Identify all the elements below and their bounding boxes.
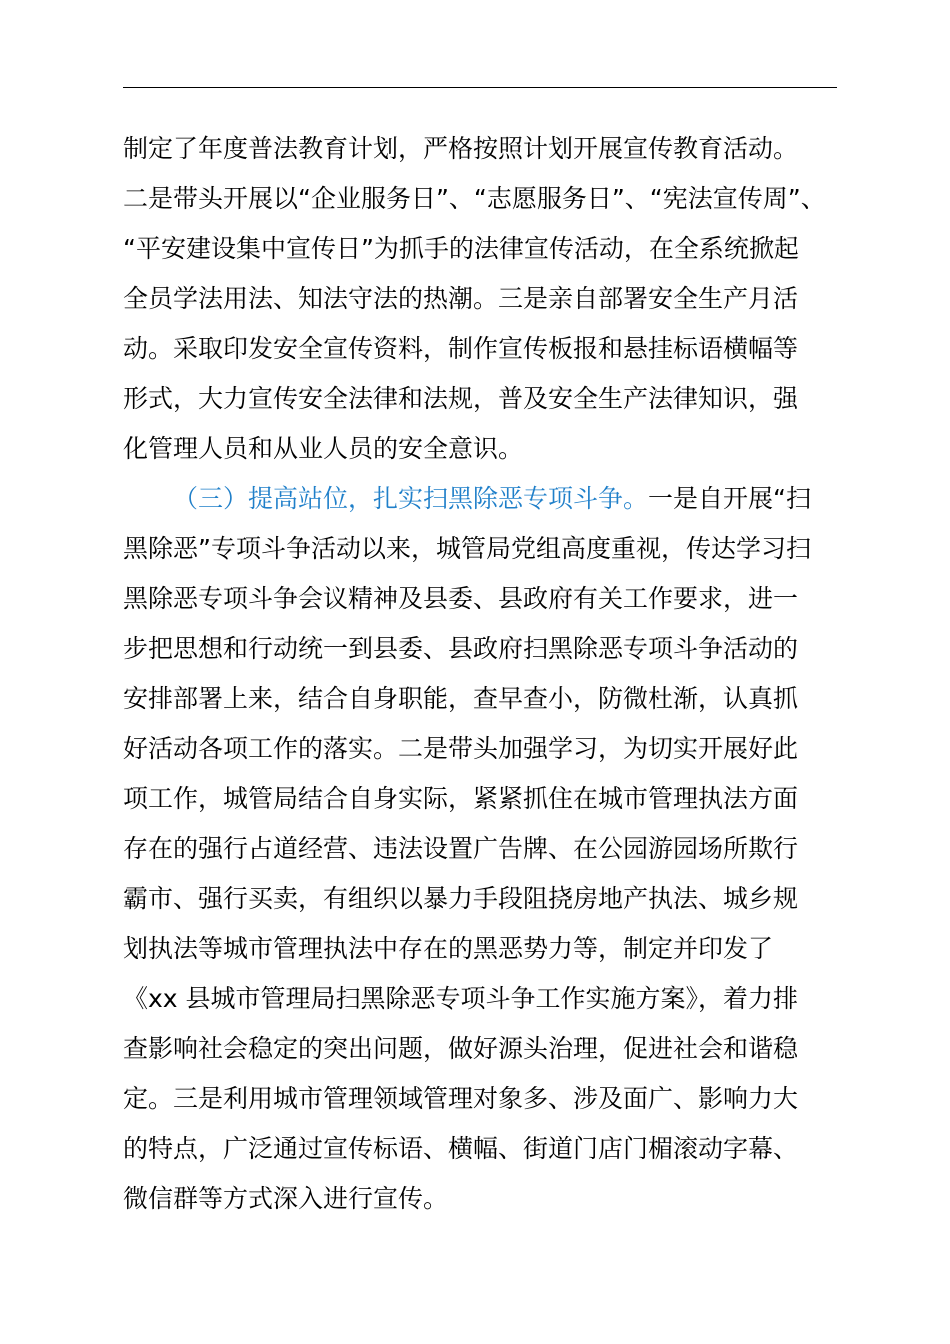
paragraph-2	[123, 474, 837, 1224]
paragraph-1	[123, 124, 837, 474]
text-line: 制定了年度普法教育计划，严格按照计划开展宣传教育活动。	[123, 134, 799, 163]
text-line: 项工作，城管局结合自身实际，紧紧抓住在城市管理执法方面	[123, 784, 799, 813]
text-line: 划执法等城市管理执法中存在的黑恶势力等，制定并印发了	[123, 934, 774, 963]
text-line: 二是带头开展以“企业服务日”、“志愿服务日”、“宪法宣传周”、	[123, 184, 826, 213]
text-line: 步把思想和行动统一到县委、县政府扫黑除恶专项斗争活动的	[123, 634, 799, 663]
text-line: 的特点，广泛通过宣传标语、横幅、街道门店门楣滚动字幕、	[123, 1134, 799, 1163]
text-line: 形式，大力宣传安全法律和法规，普及安全生产法律知识，强	[123, 384, 799, 413]
text-line: 霸市、强行买卖，有组织以暴力手段阻挠房地产执法、城乡规	[123, 884, 799, 913]
text-segment: 一是自开展“扫	[648, 484, 811, 513]
text-line: 存在的强行占道经营、违法设置广告牌、在公园游园场所欺行	[123, 834, 799, 863]
paragraph-first-line	[123, 474, 837, 524]
text-line: 查影响社会稳定的突出问题，做好源头治理，促进社会和谐稳	[123, 1034, 799, 1063]
text-line: 《xx 县城市管理局扫黑除恶专项斗争工作实施方案》，着力排	[123, 984, 799, 1013]
section-heading: （三）提高站位，扎实扫黑除恶专项斗争。	[173, 484, 649, 513]
text-line: 黑除恶”专项斗争活动以来，城管局党组高度重视，传达学习扫	[123, 534, 811, 563]
text-line: 化管理人员和从业人员的安全意识。	[123, 434, 524, 463]
text-line: 动。采取印发安全宣传资料，制作宣传板报和悬挂标语横幅等	[123, 334, 799, 363]
text-line: 好活动各项工作的落实。二是带头加强学习，为切实开展好此	[123, 734, 799, 763]
text-line: 定。三是利用城市管理领域管理对象多、涉及面广、影响力大	[123, 1084, 799, 1113]
header-rule	[123, 87, 837, 88]
text-line: 黑除恶专项斗争会议精神及县委、县政府有关工作要求，进一	[123, 584, 799, 613]
text-line: 安排部署上来，结合自身职能，查早查小，防微杜渐，认真抓	[123, 684, 799, 713]
document-body	[123, 124, 837, 1224]
text-line: 全员学法用法、知法守法的热潮。三是亲自部署安全生产月活	[123, 284, 799, 313]
text-line: “平安建设集中宣传日”为抓手的法律宣传活动，在全系统掀起	[123, 234, 799, 263]
text-line: 微信群等方式深入进行宣传。	[123, 1184, 449, 1213]
